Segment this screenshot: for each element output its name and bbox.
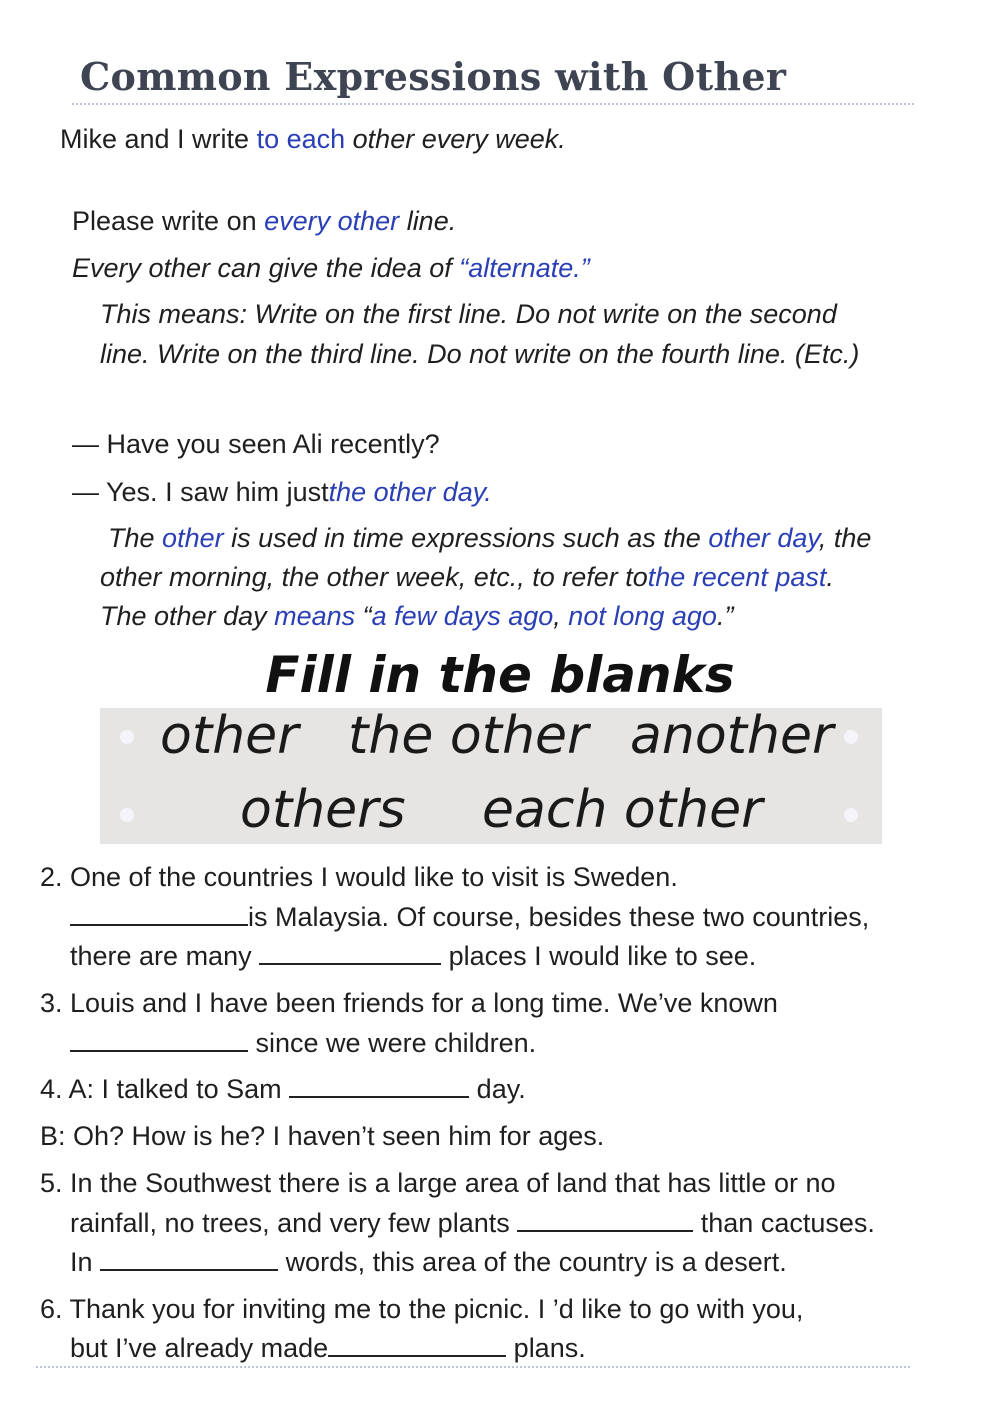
word-bank-item: other [160, 706, 299, 766]
explanation-line-2 [100, 562, 834, 593]
answer-blank[interactable] [70, 1028, 248, 1052]
dialogue-line2-text: — Yes. I saw him just [72, 477, 329, 507]
note2-text: Every other can give the idea of [72, 253, 460, 283]
explanation-highlight: other day [708, 523, 819, 553]
question-text: but I’ve already made [70, 1333, 329, 1363]
bullet-dot [844, 808, 858, 822]
example-each-other [60, 124, 566, 155]
question-text: there are many [70, 941, 252, 971]
question-2-line-3 [70, 941, 756, 972]
dialogue-line-1: — Have you seen Ali recently? [72, 429, 440, 459]
explanation-line-1 [108, 523, 871, 554]
question-text: In [70, 1247, 93, 1277]
explanation-line-3 [100, 601, 733, 632]
explanation-text: . [826, 562, 834, 592]
footer-divider [36, 1366, 910, 1368]
question-text: words, this area of the country is a desert. [285, 1247, 787, 1277]
question-text: day. [476, 1074, 526, 1104]
example1-highlight: to each [256, 124, 346, 154]
question-5-line-2 [70, 1208, 875, 1239]
word-bank-item: others [240, 780, 406, 840]
question-3-line-1: 3. Louis and I have been friends for a long time. We’ve known [40, 988, 778, 1018]
question-text: is Malaysia. Of course, besides these two countries, [248, 902, 870, 932]
example2-text-a: Please write on [72, 206, 265, 236]
question-4-line-2: B: Oh? How is he? I haven’t seen him for ages. [40, 1121, 605, 1151]
question-text: rainfall, no trees, and very few plants [70, 1208, 510, 1238]
answer-blank[interactable] [100, 1247, 278, 1271]
explanation-text: The other day [100, 601, 275, 631]
example2-text-b: line. [399, 206, 457, 236]
answer-blank[interactable] [259, 941, 441, 965]
explanation-text: .” [716, 601, 734, 631]
answer-blank[interactable] [517, 1208, 693, 1232]
example2-highlight: every other [264, 206, 400, 236]
question-2-line-1: 2. One of the countries I would like to visit is Sweden. [40, 862, 678, 892]
explanation-text: The [108, 523, 155, 553]
question-text: places I would like to see. [448, 941, 757, 971]
question-2-line-2 [70, 902, 869, 933]
answer-blank[interactable] [70, 902, 248, 926]
question-3-line-2 [70, 1028, 536, 1059]
word-bank [100, 708, 882, 844]
question-text: 4. A: I talked to Sam [40, 1074, 282, 1104]
bullet-dot [120, 808, 134, 822]
word-bank-item: another [630, 706, 834, 766]
question-5-line-1: 5. In the Southwest there is a large area of land that has little or no [40, 1168, 836, 1198]
bullet-dot [844, 730, 858, 744]
answer-blank[interactable] [289, 1074, 469, 1098]
explanation-highlight: other [162, 523, 224, 553]
question-text: plans. [513, 1333, 586, 1363]
question-text: since we were children. [255, 1028, 537, 1058]
title-divider [72, 103, 914, 105]
explanation-text: , the [818, 523, 872, 553]
explanation-text: “ [355, 601, 372, 631]
page-title: Common Expressions with Other [80, 54, 787, 99]
explanation-highlight: a few days ago [371, 601, 554, 631]
exercise-heading: Fill in the blanks [265, 646, 735, 704]
explanation-highlight: means [274, 601, 356, 631]
means-line-2: line. Write on the third line. Do not write on the fourth line. (Etc.) [100, 339, 860, 369]
note-alternate [72, 253, 590, 284]
example1-text-b: other every week. [345, 124, 566, 154]
question-6-line-1: 6. Thank you for inviting me to the picnic. I ’d like to go with you, [40, 1294, 804, 1324]
explanation-text: other morning, the other week, etc., to refer to [100, 562, 648, 592]
word-bank-item: each other [482, 780, 763, 840]
dialogue-line-2 [72, 477, 492, 508]
question-text: than cactuses. [700, 1208, 875, 1238]
question-4-line-1 [40, 1074, 526, 1105]
dialogue-line2-highlight: the other day. [328, 477, 492, 507]
explanation-text: is used in time expressions such as the [223, 523, 709, 553]
question-6-line-2 [70, 1333, 586, 1364]
word-bank-item: the other [348, 706, 589, 766]
question-5-line-3 [70, 1247, 787, 1278]
explanation-text: , [553, 601, 569, 631]
answer-blank[interactable] [328, 1333, 506, 1357]
example-every-other [72, 206, 456, 237]
bullet-dot [120, 730, 134, 744]
explanation-highlight: not long ago [568, 601, 717, 631]
example1-text-a: Mike and I write [60, 124, 257, 154]
explanation-highlight: the recent past [647, 562, 827, 592]
means-line-1: This means: Write on the first line. Do not write on the second [100, 299, 837, 329]
note2-highlight: “alternate.” [459, 253, 590, 283]
